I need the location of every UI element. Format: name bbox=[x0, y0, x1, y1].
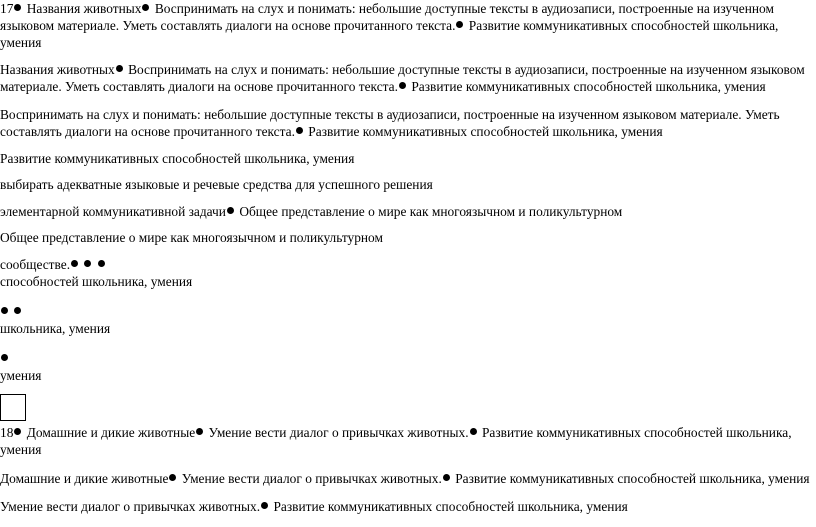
skills-text: Умение вести диалог о привычках животных. bbox=[208, 425, 469, 440]
bullet-icon bbox=[98, 260, 105, 267]
paragraph-12 bbox=[0, 470, 810, 487]
bullet-icon bbox=[116, 65, 123, 72]
bullet-icon bbox=[142, 4, 149, 11]
bullet-icon bbox=[169, 474, 176, 481]
paragraph-5 bbox=[0, 176, 433, 193]
paragraph-3 bbox=[0, 106, 808, 140]
bullet-icon bbox=[261, 502, 268, 509]
bullet-icon bbox=[456, 21, 463, 28]
skills-text: Умение вести диалог о привычках животных. bbox=[181, 471, 442, 486]
topic-text: Домашние и дикие животные bbox=[26, 425, 196, 440]
development-text: Развитие коммуникативных способностей школьника, умения bbox=[308, 124, 663, 139]
development-text: Развитие коммуникативных способностей школьника, умения bbox=[273, 499, 628, 514]
paragraph-18 bbox=[0, 424, 808, 458]
text-line: способностей школьника, умения bbox=[0, 274, 193, 289]
topic-text: Названия животных bbox=[0, 62, 115, 77]
bullet-icon bbox=[71, 260, 78, 267]
paragraph-2 bbox=[0, 61, 808, 95]
text-line: умения bbox=[0, 368, 42, 383]
bullet-icon bbox=[14, 4, 21, 11]
paragraph-13 bbox=[0, 498, 628, 515]
paragraph-6 bbox=[0, 203, 622, 220]
bullet-icon bbox=[296, 127, 303, 134]
bullet-icon bbox=[14, 307, 21, 314]
skills-text: Воспринимать на слух и понимать: небольшие доступные тексты в аудиозаписи, построенные на изученном языковом материале. Уметь составлять диалоги на основе прочитанного текста. bbox=[0, 107, 780, 139]
skills-text: Воспринимать на слух и понимать: небольшие доступные тексты в аудиозаписи, построенные на изученном языковом материале. Уметь составлять диалоги на основе прочитанного текста. bbox=[0, 1, 774, 33]
topic-text: Названия животных bbox=[26, 1, 142, 16]
development-text: Развитие коммуникативных способностей школьника, умения bbox=[0, 151, 355, 166]
text-line: сообществе. bbox=[0, 257, 71, 272]
skills-text: Воспринимать на слух и понимать: небольшие доступные тексты в аудиозаписи, построенные на изученном языковом материале. Уметь составлять диалоги на основе прочитанного текста. bbox=[0, 62, 805, 94]
paragraph-4 bbox=[0, 150, 354, 167]
skills-text: Умение вести диалог о привычках животных. bbox=[0, 499, 261, 514]
development-text: Развитие коммуникативных способностей школьника, умения bbox=[411, 79, 766, 94]
paragraph-17 bbox=[0, 0, 808, 51]
paragraph-8 bbox=[0, 256, 192, 290]
text-line: Общее представление о мире как многоязычном и поликультурном bbox=[239, 204, 623, 219]
bullet-icon bbox=[470, 428, 477, 435]
bullet-icon bbox=[399, 82, 406, 89]
empty-cell-box bbox=[0, 394, 26, 421]
text-line: элементарной коммуникативной задачи bbox=[0, 204, 226, 219]
bullet-icon bbox=[84, 260, 91, 267]
development-text: Развитие коммуникативных способностей школьника, умения bbox=[0, 425, 792, 457]
topic-text: Домашние и дикие животные bbox=[0, 471, 169, 486]
lesson-number: 17 bbox=[0, 1, 14, 16]
bullet-icon bbox=[443, 474, 450, 481]
lesson-number: 18 bbox=[0, 425, 14, 440]
bullet-icon bbox=[1, 307, 8, 314]
paragraph-9 bbox=[0, 303, 110, 337]
text-line: школьника, умения bbox=[0, 321, 111, 336]
bullet-icon bbox=[196, 428, 203, 435]
paragraph-10 bbox=[0, 350, 41, 384]
text-line: Общее представление о мире как многоязычном и поликультурном bbox=[0, 230, 383, 245]
text-line: выбирать адекватные языковые и речевые средства для успешного решения bbox=[0, 177, 433, 192]
bullet-icon bbox=[227, 207, 234, 214]
paragraph-7 bbox=[0, 229, 383, 246]
bullet-icon bbox=[1, 354, 8, 361]
development-text: Развитие коммуникативных способностей школьника, умения bbox=[0, 18, 779, 50]
bullet-icon bbox=[14, 428, 21, 435]
development-text: Развитие коммуникативных способностей школьника, умения bbox=[455, 471, 810, 486]
